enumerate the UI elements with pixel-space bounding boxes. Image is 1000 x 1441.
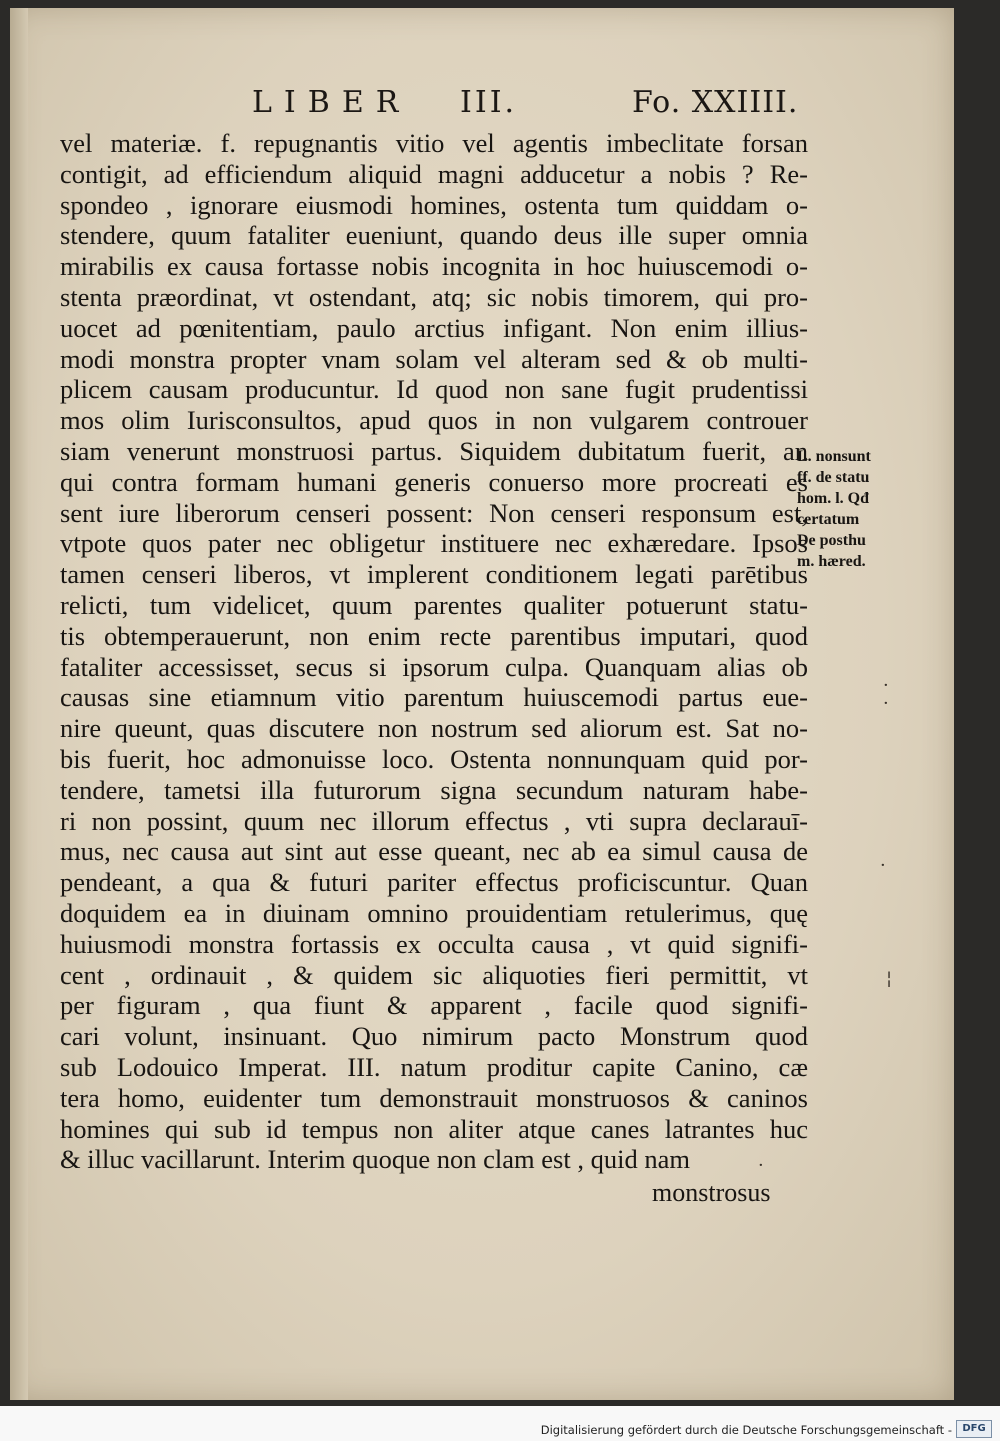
marginal-note-line: De posthu xyxy=(797,532,866,549)
header-folio: Fo. XXIIII. xyxy=(632,85,799,120)
footer-bar xyxy=(0,1406,1000,1441)
header-book-number: III. xyxy=(460,85,518,120)
text-line: mos olim Iurisconsultos, apud quos in non vulgarem controuer xyxy=(60,405,808,436)
running-header xyxy=(0,85,1000,125)
margin-mark: · xyxy=(880,855,886,876)
text-line: fataliter accessisset, secus si ipsorum culpa. Quanquam alias ob xyxy=(60,651,808,682)
text-line: uocet ad pœnitentiam, paulo arctius infigant. Non enim illius- xyxy=(60,312,808,343)
header-liber: LIBER xyxy=(252,85,411,120)
text-line: homines qui sub id tempus non aliter atque canes latrantes huc xyxy=(60,1113,808,1144)
text-line: doquidem ea in diuinam omnino prouidentiam retulerimus, quę xyxy=(60,897,808,928)
text-line: pendeant, a qua & futuri pariter effectus proficiscuntur. Quan xyxy=(60,867,808,898)
main-text-block xyxy=(60,128,808,1175)
text-line: causas sine etiamnum vitio parentum huiuscemodi partus eue- xyxy=(60,682,808,713)
text-line: vtpote quos pater nec obligetur instituere nec exhæredare. Ipsos xyxy=(60,528,808,559)
marginal-note-line: m. hæred. xyxy=(797,553,866,570)
text-line: plicem causam producuntur. Id quod non sane fugit prudentissi xyxy=(60,374,808,405)
text-line: tis obtemperauerunt, non enim recte parentibus imputari, quod xyxy=(60,620,808,651)
text-line: ri non possint, quum nec illorum effectus , vti supra declarauī- xyxy=(60,805,808,836)
marginal-note-line: ff. de statu xyxy=(797,469,870,486)
text-line: spondeo , ignorare eiusmodi homines, ostenta tum quiddam o- xyxy=(60,189,808,220)
margin-mark: · xyxy=(883,675,889,696)
text-line: tendere, tametsi illa futurorum signa secundum naturam habe- xyxy=(60,774,808,805)
dfg-logo-icon: DFG xyxy=(956,1420,992,1438)
text-line: contigit, ad efficiendum aliquid magni adducetur a nobis ? Re- xyxy=(60,158,808,189)
page-binding-edge xyxy=(10,8,28,1400)
funding-credit: Digitalisierung gefördert durch die Deutsche Forschungsgemeinschaft - xyxy=(540,1423,952,1437)
marginal-note-line: L. nonsunt xyxy=(797,448,871,465)
text-line: sub Lodouico Imperat. III. natum proditur capite Canino, cæ xyxy=(60,1051,808,1082)
text-line: huiusmodi monstra fortassis ex occulta causa , vt quid signifi- xyxy=(60,928,808,959)
marginal-note-line: hom. l. Qđ xyxy=(797,490,870,507)
text-line: relicti, tum videlicet, quum parentes qualiter potuerunt statu- xyxy=(60,589,808,620)
margin-mark: · xyxy=(758,1155,764,1176)
margin-mark: · xyxy=(883,693,889,714)
text-line: modi monstra propter vnam solam vel alteram sed & ob multi- xyxy=(60,343,808,374)
text-line: per figuram , qua fiunt & apparent , facile quod signifi- xyxy=(60,990,808,1021)
text-line: tera homo, euidenter tum demonstrauit monstruosos & caninos xyxy=(60,1082,808,1113)
text-line: cent , ordinauit , & quidem sic aliquoties fieri permittit, vt xyxy=(60,959,808,990)
text-line: cari volunt, insinuant. Quo nimirum pacto Monstrum quod xyxy=(60,1021,808,1052)
marginal-note-line: certatum xyxy=(797,511,860,528)
text-line: mirabilis ex causa fortasse nobis incognita in hoc huiuscemodi o- xyxy=(60,251,808,282)
text-line: stendere, quum fataliter eueniunt, quando deus ille super omnia xyxy=(60,220,808,251)
text-line: tamen censeri liberos, vt implerent conditionem legati parētibus xyxy=(60,559,808,590)
text-line: nire queunt, quas discutere non nostrum sed aliorum est. Sat no- xyxy=(60,713,808,744)
text-line: qui contra formam humani generis conuerso more procreati es xyxy=(60,466,808,497)
catchword: monstrosus xyxy=(652,1178,771,1207)
text-line: bis fuerit, hoc admonuisse loco. Ostenta nonnunquam quid por- xyxy=(60,743,808,774)
margin-mark: ¦ xyxy=(886,968,893,989)
text-line: vel materiæ. f. repugnantis vitio vel agentis imbeclitate forsan xyxy=(60,128,808,158)
text-line: sent iure liberorum censeri possent: Non censeri responsum est, xyxy=(60,497,808,528)
text-line: stenta præordinat, vt ostendant, atq; sic nobis timorem, qui pro- xyxy=(60,281,808,312)
text-line: siam venerunt monstruosi partus. Siquidem dubitatum fuerit, an xyxy=(60,435,808,466)
text-line: mus, nec causa aut sint aut esse queant, nec ab ea simul causa de xyxy=(60,836,808,867)
text-line: & illuc vacillarunt. Interim quoque non clam est , quid nam xyxy=(60,1144,690,1175)
marginal-note xyxy=(797,446,909,572)
